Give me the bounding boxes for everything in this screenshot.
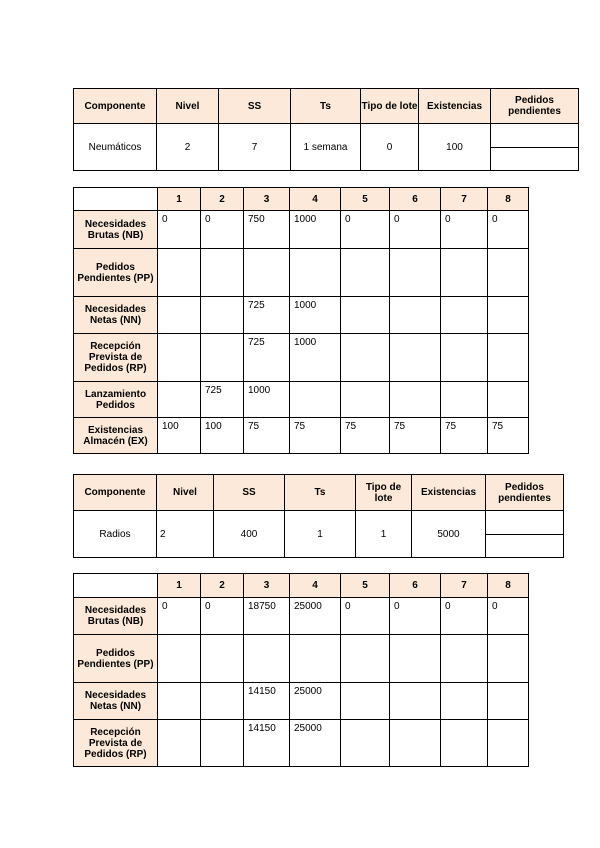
pp-cell xyxy=(441,249,488,297)
nb-cell: 0 xyxy=(201,211,244,249)
ex-cell: 100 xyxy=(201,418,244,454)
header-existencias: Existencias xyxy=(412,475,486,511)
period-3: 3 xyxy=(244,574,290,598)
rp-cell: 725 xyxy=(244,334,290,382)
nivel-value: 2 xyxy=(157,124,219,171)
nn-cell: 25000 xyxy=(290,683,341,720)
nb-cell: 0 xyxy=(201,598,244,635)
period-2: 2 xyxy=(201,188,244,211)
rp-cell xyxy=(441,720,488,767)
mrp-table-1 xyxy=(73,187,529,454)
nb-cell: 0 xyxy=(158,211,201,249)
row-label-pp: Pedidos Pendientes (PP) xyxy=(74,635,158,683)
tipo-lote-value: 1 xyxy=(356,511,412,558)
header-componente: Componente xyxy=(74,89,157,124)
nn-cell xyxy=(441,683,488,720)
row-label-rp: Recepción Prevista de Pedidos (RP) xyxy=(74,334,158,382)
lp-cell xyxy=(488,382,529,418)
header-tipo-lote: Tipo de lote xyxy=(361,89,419,124)
rp-cell xyxy=(158,720,201,767)
rp-cell xyxy=(341,720,390,767)
pedidos-pendientes-value xyxy=(486,511,564,558)
nb-cell: 18750 xyxy=(244,598,290,635)
row-label-nb: Necesidades Brutas (NB) xyxy=(74,211,158,249)
header-componente: Componente xyxy=(74,475,157,511)
ts-value: 1 semana xyxy=(291,124,361,171)
pp-cell xyxy=(244,635,290,683)
pp-cell xyxy=(390,635,441,683)
nn-cell xyxy=(201,683,244,720)
rp-cell xyxy=(488,334,529,382)
lp-cell xyxy=(158,382,201,418)
period-5: 5 xyxy=(341,188,390,211)
nb-cell: 0 xyxy=(488,598,529,635)
nn-cell xyxy=(488,683,529,720)
nb-cell: 0 xyxy=(341,598,390,635)
period-4: 4 xyxy=(290,188,341,211)
pedidos-pendientes-value xyxy=(491,124,579,171)
ex-cell: 75 xyxy=(341,418,390,454)
header-ss: SS xyxy=(214,475,285,511)
rp-cell xyxy=(201,720,244,767)
corner-cell xyxy=(74,188,158,211)
nn-cell xyxy=(390,683,441,720)
existencias-value: 100 xyxy=(419,124,491,171)
lp-cell xyxy=(441,382,488,418)
row-label-nn: Necesidades Netas (NN) xyxy=(74,297,158,334)
rp-cell: 1000 xyxy=(290,334,341,382)
period-8: 8 xyxy=(488,574,529,598)
nn-cell xyxy=(341,297,390,334)
header-tipo-lote: Tipo de lote xyxy=(356,475,412,511)
pp-cell xyxy=(201,249,244,297)
nb-cell: 0 xyxy=(390,598,441,635)
pp-cell xyxy=(341,635,390,683)
corner-cell xyxy=(74,574,158,598)
rp-cell: 14150 xyxy=(244,720,290,767)
nb-cell: 0 xyxy=(158,598,201,635)
rp-cell: 25000 xyxy=(290,720,341,767)
mrp-table-2 xyxy=(73,573,529,767)
lp-cell xyxy=(390,382,441,418)
ex-cell: 75 xyxy=(441,418,488,454)
period-6: 6 xyxy=(390,574,441,598)
ts-value: 1 xyxy=(285,511,356,558)
period-2: 2 xyxy=(201,574,244,598)
rp-cell xyxy=(488,720,529,767)
rp-cell xyxy=(390,720,441,767)
lp-cell: 1000 xyxy=(244,382,290,418)
row-label-lp: Lanzamiento Pedidos xyxy=(74,382,158,418)
nn-cell xyxy=(158,297,201,334)
nn-cell xyxy=(201,297,244,334)
nb-cell: 0 xyxy=(441,598,488,635)
ex-cell: 100 xyxy=(158,418,201,454)
period-7: 7 xyxy=(441,188,488,211)
pp-cell xyxy=(158,635,201,683)
period-1: 1 xyxy=(158,188,201,211)
pp-cell xyxy=(158,249,201,297)
pp-cell xyxy=(201,635,244,683)
rp-cell xyxy=(441,334,488,382)
ss-value: 400 xyxy=(214,511,285,558)
pp-cell xyxy=(244,249,290,297)
component-info-table-1 xyxy=(73,88,579,171)
existencias-value: 5000 xyxy=(412,511,486,558)
nn-cell: 725 xyxy=(244,297,290,334)
header-pedidos-pendientes: Pedidos pendientes xyxy=(491,89,579,124)
pp-cell xyxy=(441,635,488,683)
ex-cell: 75 xyxy=(244,418,290,454)
nb-cell: 0 xyxy=(488,211,529,249)
rp-cell xyxy=(390,334,441,382)
pp-cell xyxy=(290,249,341,297)
period-3: 3 xyxy=(244,188,290,211)
pp-cell xyxy=(390,249,441,297)
rp-cell xyxy=(201,334,244,382)
nn-cell xyxy=(441,297,488,334)
componente-value: Neumáticos xyxy=(74,124,157,171)
ex-cell: 75 xyxy=(290,418,341,454)
lp-cell xyxy=(290,382,341,418)
period-4: 4 xyxy=(290,574,341,598)
row-label-nn: Necesidades Netas (NN) xyxy=(74,683,158,720)
nn-cell xyxy=(488,297,529,334)
rp-cell xyxy=(341,334,390,382)
nb-cell: 0 xyxy=(441,211,488,249)
header-nivel: Nivel xyxy=(157,89,219,124)
period-1: 1 xyxy=(158,574,201,598)
period-5: 5 xyxy=(341,574,390,598)
row-label-pp: Pedidos Pendientes (PP) xyxy=(74,249,158,297)
period-6: 6 xyxy=(390,188,441,211)
nb-cell: 750 xyxy=(244,211,290,249)
component-info-table-2 xyxy=(73,474,564,558)
nn-cell: 1000 xyxy=(290,297,341,334)
pp-cell xyxy=(290,635,341,683)
pp-cell xyxy=(488,635,529,683)
nn-cell xyxy=(390,297,441,334)
row-label-rp: Recepción Prevista de Pedidos (RP) xyxy=(74,720,158,767)
nb-cell: 25000 xyxy=(290,598,341,635)
row-label-ex: Existencias Almacén (EX) xyxy=(74,418,158,454)
header-nivel: Nivel xyxy=(157,475,214,511)
lp-cell xyxy=(341,382,390,418)
period-8: 8 xyxy=(488,188,529,211)
ex-cell: 75 xyxy=(488,418,529,454)
header-existencias: Existencias xyxy=(419,89,491,124)
nb-cell: 0 xyxy=(341,211,390,249)
nb-cell: 1000 xyxy=(290,211,341,249)
nn-cell xyxy=(158,683,201,720)
nb-cell: 0 xyxy=(390,211,441,249)
ss-value: 7 xyxy=(219,124,291,171)
pp-cell xyxy=(341,249,390,297)
header-ss: SS xyxy=(219,89,291,124)
rp-cell xyxy=(158,334,201,382)
header-pedidos-pendientes: Pedidos pendientes xyxy=(486,475,564,511)
header-ts: Ts xyxy=(291,89,361,124)
componente-value: Radios xyxy=(74,511,157,558)
period-7: 7 xyxy=(441,574,488,598)
ex-cell: 75 xyxy=(390,418,441,454)
row-label-nb: Necesidades Brutas (NB) xyxy=(74,598,158,635)
tipo-lote-value: 0 xyxy=(361,124,419,171)
header-ts: Ts xyxy=(285,475,356,511)
lp-cell: 725 xyxy=(201,382,244,418)
nn-cell xyxy=(341,683,390,720)
nn-cell: 14150 xyxy=(244,683,290,720)
nivel-value: 2 xyxy=(157,511,214,558)
pp-cell xyxy=(488,249,529,297)
